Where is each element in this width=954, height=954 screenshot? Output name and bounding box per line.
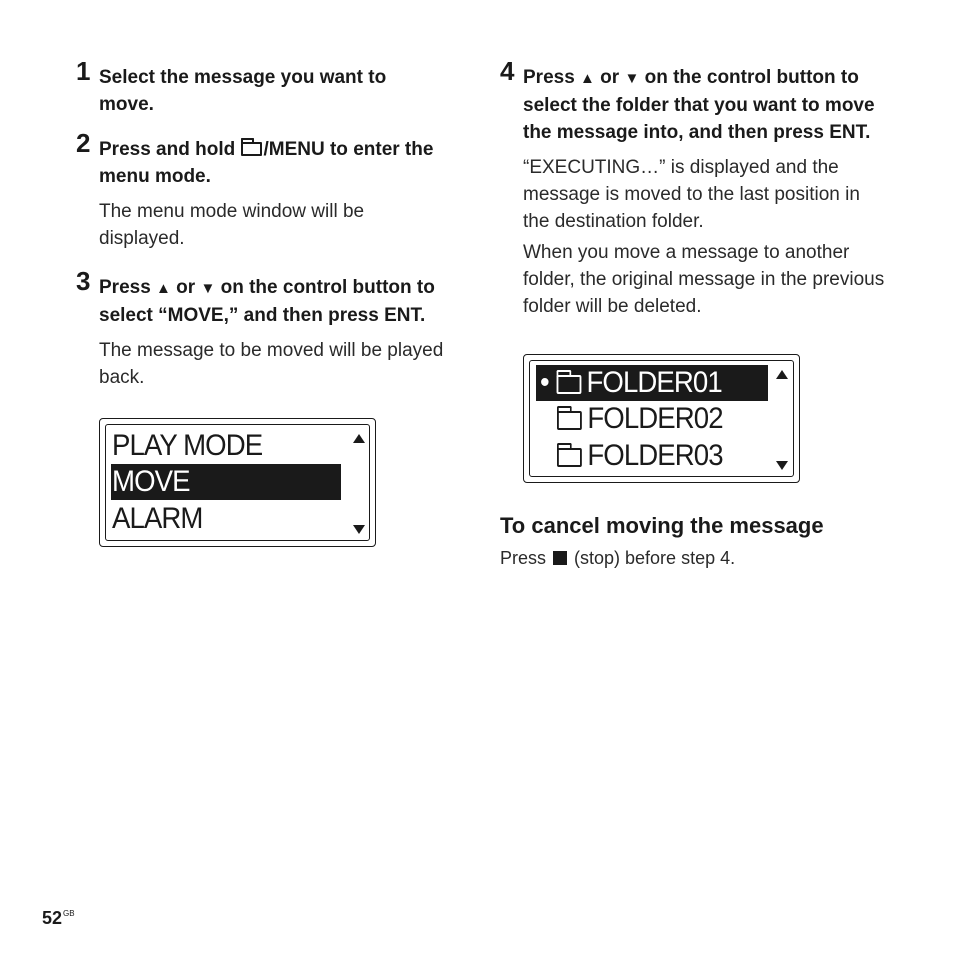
down-arrow-icon: ▼ <box>200 280 216 297</box>
menu-item-play-mode: PLAY MODE <box>112 429 263 462</box>
stop-icon <box>553 551 567 565</box>
page-number <box>42 908 75 929</box>
step-description: When you move a message to another folder, the original message in the previous folder will be deleted. <box>523 242 885 317</box>
step-description: The menu mode window will be displayed. <box>99 201 365 249</box>
up-arrow-icon: ▲ <box>156 280 171 297</box>
step-title-part: Press <box>99 277 157 298</box>
region-code: GB <box>63 909 75 918</box>
step-number: 3 <box>76 266 91 296</box>
menu-item-move: MOVE <box>112 465 190 498</box>
step-1 <box>76 56 446 118</box>
step-title-part: on the control button to select “MOVE,” and then press ENT. <box>99 277 435 326</box>
step-title-part: Press <box>523 67 581 88</box>
right-column <box>500 56 890 334</box>
down-arrow-icon: ▼ <box>624 70 640 87</box>
step-number: 1 <box>76 56 91 86</box>
step-title-part: or <box>594 67 625 88</box>
selection-bullet: • <box>540 366 549 399</box>
folder-name: FOLDER03 <box>587 439 723 472</box>
step-number: 4 <box>500 56 515 86</box>
step-title-part: /MENU to enter the menu mode. <box>99 139 434 187</box>
cancel-body <box>500 545 735 571</box>
step-title: Select the message you want to move. <box>99 67 387 115</box>
up-arrow-icon: ▲ <box>580 70 595 87</box>
menu-display <box>99 418 376 547</box>
scroll-up-icon <box>353 434 365 443</box>
cancel-heading: To cancel moving the message <box>500 513 824 538</box>
scroll-down-icon <box>776 461 788 470</box>
step-body <box>523 154 890 320</box>
folder-display-screen <box>529 360 794 477</box>
step-description: The message to be moved will be played back. <box>99 340 444 388</box>
scroll-down-icon <box>353 525 365 534</box>
cancel-text: (stop) before step 4. <box>569 548 736 568</box>
step-2 <box>76 128 446 252</box>
step-title <box>523 64 890 146</box>
folder-item <box>557 401 723 437</box>
step-title-part: or <box>170 277 201 298</box>
cancel-text: Press <box>500 548 552 568</box>
left-column <box>76 56 446 405</box>
step-4 <box>500 56 890 320</box>
step-title <box>99 136 446 190</box>
step-body <box>99 198 446 252</box>
folder-name: FOLDER01 <box>586 366 722 399</box>
menu-item-alarm: ALARM <box>112 502 203 535</box>
folder-icon <box>557 448 582 467</box>
folder-icon <box>556 375 581 394</box>
page-number-value: 52 <box>42 908 63 928</box>
folder-item <box>557 438 723 474</box>
folder-icon <box>241 142 262 156</box>
step-title-part: on the control button to select the folder that you want to move the message into, and then press ENT. <box>523 67 875 143</box>
folder-display <box>523 354 800 483</box>
folder-name: FOLDER02 <box>587 402 723 435</box>
step-3 <box>76 266 446 391</box>
step-body <box>99 337 446 391</box>
folder-icon <box>557 411 582 430</box>
menu-display-screen <box>105 424 370 541</box>
step-number: 2 <box>76 128 91 158</box>
step-description: “EXECUTING…” is displayed and the message is moved to the last position in the destination folder. <box>523 157 860 232</box>
step-title-part: Press and hold <box>99 139 241 160</box>
scroll-up-icon <box>776 370 788 379</box>
step-title <box>99 274 446 329</box>
folder-item-selected <box>540 365 722 401</box>
